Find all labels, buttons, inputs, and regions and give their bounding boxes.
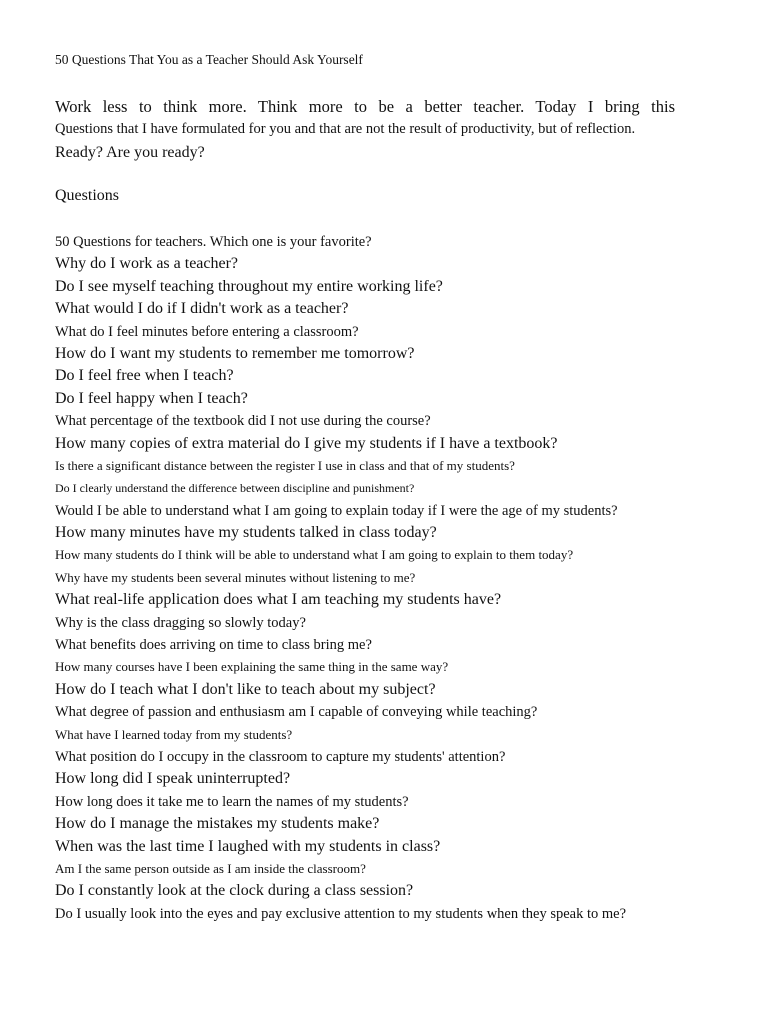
- question-item: Do I usually look into the eyes and pay exclusive attention to my students when they speak to me?: [55, 905, 627, 922]
- question-item: What would I do if I didn't work as a teacher?: [55, 300, 349, 318]
- intro-line-3: Ready? Are you ready?: [55, 144, 205, 161]
- question-item: Do I feel free when I teach?: [55, 367, 234, 385]
- question-item: How long does it take me to learn the names of my students?: [55, 793, 409, 810]
- question-item: How many students do I think will be able to understand what I am going to explain to them today?: [55, 547, 574, 563]
- question-item: Is there a significant distance between the register I use in class and that of my students?: [55, 457, 515, 473]
- document-title: 50 Questions That You as a Teacher Should Ask Yourself: [55, 52, 363, 67]
- intro-line-1: Work less to think more. Think more to be a better teacher. Today I bring this: [55, 97, 675, 116]
- question-item: Would I be able to understand what I am going to explain today if I were the age of my students?: [55, 502, 618, 519]
- question-list: [55, 231, 626, 925]
- question-item: What percentage of the textbook did I not use during the course?: [55, 413, 431, 430]
- question-item: Do I clearly understand the difference between discipline and punishment?: [55, 481, 415, 496]
- section-heading: Questions: [55, 187, 119, 204]
- question-item: Why do I work as a teacher?: [55, 255, 239, 273]
- question-item: Why is the class dragging so slowly today?: [55, 614, 306, 631]
- question-item: How do I manage the mistakes my students make?: [55, 815, 380, 833]
- question-item: What have I learned today from my students?: [55, 726, 293, 742]
- question-item: What degree of passion and enthusiasm am I capable of conveying while teaching?: [55, 704, 538, 721]
- question-item: How many copies of extra material do I give my students if I have a textbook?: [55, 434, 558, 452]
- question-item: How long did I speak uninterrupted?: [55, 770, 291, 788]
- question-item: 50 Questions for teachers. Which one is your favorite?: [55, 234, 372, 250]
- question-item: When was the last time I laughed with my students in class?: [55, 837, 441, 855]
- question-item: How many minutes have my students talked in class today?: [55, 524, 437, 542]
- question-item: How do I teach what I don't like to teach about my subject?: [55, 680, 436, 698]
- question-item: Why have my students been several minutes without listening to me?: [55, 569, 416, 585]
- question-item: Do I see myself teaching throughout my entire working life?: [55, 277, 443, 295]
- question-item: Am I the same person outside as I am inside the classroom?: [55, 860, 366, 876]
- intro-line-2: Questions that I have formulated for you and that are not the result of productivity, but of reflection.: [55, 121, 636, 137]
- question-item: How many courses have I been explaining the same thing in the same way?: [55, 659, 449, 675]
- question-item: What do I feel minutes before entering a classroom?: [55, 323, 359, 340]
- question-item: What position do I occupy in the classroom to capture my students' attention?: [55, 748, 506, 765]
- question-item: Do I feel happy when I teach?: [55, 389, 248, 407]
- question-item: Do I constantly look at the clock during a class session?: [55, 882, 414, 900]
- question-item: What real-life application does what I am teaching my students have?: [55, 591, 502, 609]
- question-item: How do I want my students to remember me tomorrow?: [55, 344, 415, 362]
- question-item: What benefits does arriving on time to class bring me?: [55, 637, 372, 654]
